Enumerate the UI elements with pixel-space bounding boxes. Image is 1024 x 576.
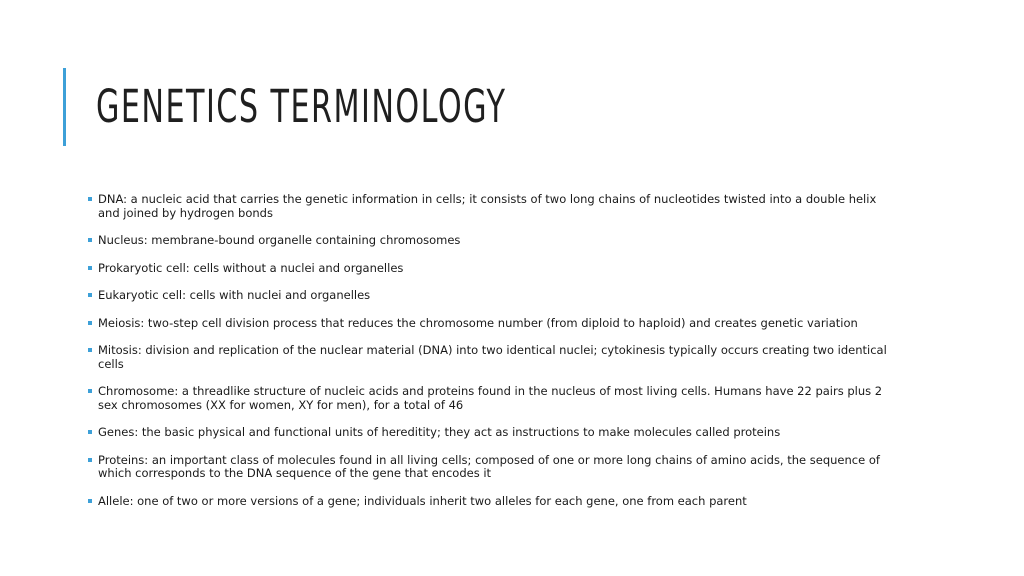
list-item bbox=[88, 454, 900, 481]
bullet-square-icon bbox=[88, 238, 92, 242]
bullet-square-icon bbox=[88, 430, 92, 434]
bullet-square-icon bbox=[88, 499, 92, 503]
bullet-square-icon bbox=[88, 266, 92, 270]
list-item bbox=[88, 289, 900, 303]
list-item-text: Genes: the basic physical and functional units of hereditity; they act as instructions to make molecules called proteins bbox=[98, 425, 781, 439]
list-item-text: Allele: one of two or more versions of a gene; individuals inherit two alleles for each gene, one from each parent bbox=[98, 493, 747, 508]
list-item bbox=[88, 344, 900, 371]
list-item-text: DNA: a nucleic acid that carries the genetic information in cells; it consists of two long chains of nucleotides twisted into a double helix and joined by hydrogen bonds bbox=[98, 192, 877, 220]
list-item bbox=[88, 317, 900, 331]
list-item bbox=[88, 495, 900, 509]
slide-title: GENETICS TERMINOLOGY bbox=[96, 80, 507, 133]
bullet-square-icon bbox=[88, 321, 92, 325]
list-item-text: Eukaryotic cell: cells with nuclei and organelles bbox=[98, 288, 371, 302]
list-item-text: Meiosis: two-step cell division process that reduces the chromosome number (from diploid to haploid) and creates genetic variation bbox=[98, 315, 858, 330]
list-item-text: Proteins: an important class of molecules found in all living cells; composed of one or more long chains of amino acids, the sequence of which corresponds to the DNA sequence of the gene that encodes it bbox=[98, 452, 880, 480]
list-item bbox=[88, 426, 900, 440]
bullet-square-icon bbox=[88, 458, 92, 462]
list-item-text: Nucleus: membrane-bound organelle containing chromosomes bbox=[98, 233, 461, 247]
bullet-square-icon bbox=[88, 293, 92, 297]
title-accent-bar bbox=[63, 68, 66, 146]
list-item bbox=[88, 234, 900, 248]
bullet-square-icon bbox=[88, 348, 92, 352]
list-item bbox=[88, 193, 900, 220]
list-item-text: Prokaryotic cell: cells without a nuclei and organelles bbox=[98, 260, 404, 275]
bullet-square-icon bbox=[88, 197, 92, 201]
list-item bbox=[88, 385, 900, 412]
list-item-text: Mitosis: division and replication of the nuclear material (DNA) into two identical nuclei; cytokinesis typically occurs creating two identical cells bbox=[98, 343, 887, 371]
terminology-list bbox=[88, 193, 900, 522]
list-item bbox=[88, 262, 900, 276]
bullet-square-icon bbox=[88, 389, 92, 393]
list-item-text: Chromosome: a threadlike structure of nucleic acids and proteins found in the nucleus of most living cells. Humans have 22 pairs plus 2 sex chromosomes (XX for women, XY for men), for a total of 46 bbox=[98, 384, 883, 412]
